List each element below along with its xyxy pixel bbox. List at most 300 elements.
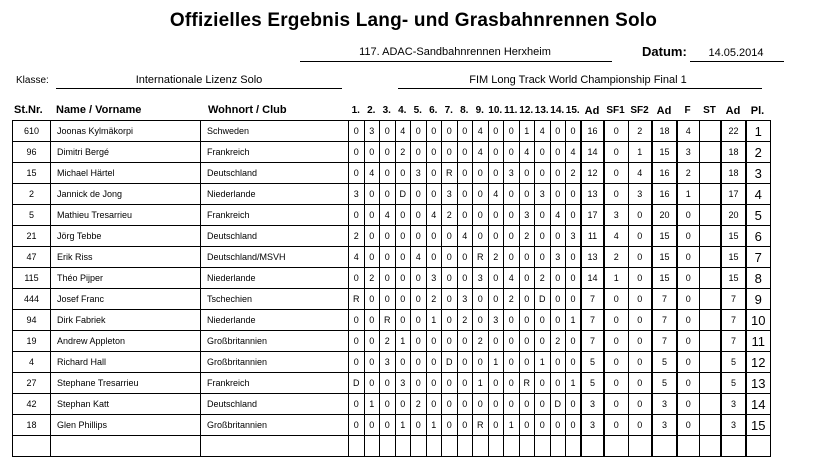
points-after-semis-cell: 3	[652, 415, 677, 436]
points-final-cell: 18	[721, 163, 746, 184]
heat-result-cell: 0	[395, 226, 411, 247]
semifinal1-cell: 2	[604, 247, 628, 268]
points-total-cell: 7	[581, 289, 604, 310]
header-heat: 2.	[367, 105, 376, 116]
semifinal1-cell: 0	[604, 142, 628, 163]
placement-cell: 15	[746, 415, 770, 436]
header-heat: 3.	[382, 105, 391, 116]
heat-result-cell: 3	[395, 373, 411, 394]
placement-cell: 10	[746, 310, 770, 331]
rider-name-cell: Richard Hall	[51, 352, 201, 373]
heat-result-cell: 0	[519, 352, 535, 373]
rider-name-cell: Stephan Katt	[51, 394, 201, 415]
heat-result-cell: 0	[349, 205, 365, 226]
heat-result-cell: 0	[566, 331, 582, 352]
heat-result-cell: 0	[566, 268, 582, 289]
points-total-cell: 3	[581, 394, 604, 415]
heat-result-cell: 0	[364, 226, 380, 247]
start-number-cell: 47	[13, 247, 51, 268]
points-final-cell: 5	[721, 352, 746, 373]
table-row	[13, 415, 771, 436]
heat-result-cell: 0	[566, 415, 582, 436]
start-number-cell: 2	[13, 184, 51, 205]
semifinal1-cell: 4	[604, 226, 628, 247]
heat-result-cell: 0	[380, 373, 396, 394]
semifinal2-cell: 0	[628, 205, 652, 226]
heat-result-cell: 0	[395, 289, 411, 310]
heat-result-cell: 0	[566, 205, 582, 226]
heat-result-cell: 4	[504, 268, 520, 289]
heat-result-cell: 0	[535, 247, 551, 268]
heat-result-cell: 0	[519, 394, 535, 415]
heat-result-cell	[349, 436, 365, 457]
page-title: Offizielles Ergebnis Lang- und Grasbahnrennen Solo	[169, 10, 658, 31]
heat-result-cell: 3	[457, 289, 473, 310]
points-after-semis-cell: 15	[652, 226, 677, 247]
points-total-cell: 17	[581, 205, 604, 226]
heat-result-cell: 2	[349, 226, 365, 247]
heat-result-cell: 4	[426, 205, 442, 226]
heat-result-cell: 0	[535, 415, 551, 436]
semifinal2-cell: 0	[628, 226, 652, 247]
heat-result-cell: 3	[535, 184, 551, 205]
heat-result-cell: R	[473, 247, 489, 268]
semifinal2-cell: 0	[628, 415, 652, 436]
event-underline	[300, 61, 612, 62]
table-row	[13, 268, 771, 289]
heat-result-cell: 0	[535, 163, 551, 184]
heat-result-cell: 4	[488, 184, 504, 205]
heat-result-cell: 0	[550, 415, 566, 436]
header-heat: 4.	[398, 105, 407, 116]
heat-result-cell: 2	[442, 205, 458, 226]
heat-result-cell: R	[380, 310, 396, 331]
heat-result-cell: 1	[364, 394, 380, 415]
heat-result-cell: 0	[426, 373, 442, 394]
heat-result-cell: 0	[380, 121, 396, 142]
semifinal2-cell: 0	[628, 352, 652, 373]
placement-cell: 4	[746, 184, 770, 205]
heat-result-cell: 0	[364, 205, 380, 226]
stechen-cell	[699, 310, 721, 331]
semifinal1-cell: 0	[604, 121, 628, 142]
rider-name-cell: Joonas Kylmäkorpi	[51, 121, 201, 142]
rider-name-cell: Michael Härtel	[51, 163, 201, 184]
final-cell: 0	[677, 352, 699, 373]
points-final-cell: 3	[721, 394, 746, 415]
heat-result-cell: 0	[504, 310, 520, 331]
final-cell: 0	[677, 226, 699, 247]
club-cell: Großbritannien	[201, 352, 349, 373]
header-heat: 6.	[429, 105, 438, 116]
start-number-cell: 444	[13, 289, 51, 310]
start-number-cell: 42	[13, 394, 51, 415]
final-cell: 0	[677, 205, 699, 226]
table-row	[13, 247, 771, 268]
championship-underline	[398, 88, 762, 89]
semifinal1-cell: 0	[604, 352, 628, 373]
heat-result-cell: 0	[519, 331, 535, 352]
heat-result-cell: 0	[364, 373, 380, 394]
championship-name: FIM Long Track World Championship Final 1	[469, 74, 687, 86]
start-number-cell: 4	[13, 352, 51, 373]
heat-result-cell: 0	[426, 394, 442, 415]
heat-result-cell: 0	[364, 247, 380, 268]
table-row	[13, 373, 771, 394]
heat-result-cell: 0	[473, 394, 489, 415]
heat-result-cell: 0	[550, 142, 566, 163]
table-row	[13, 121, 771, 142]
placement-cell: 5	[746, 205, 770, 226]
heat-result-cell: 0	[395, 268, 411, 289]
heat-result-cell: 0	[364, 310, 380, 331]
heat-result-cell: 1	[566, 310, 582, 331]
semifinal1-cell: 0	[604, 373, 628, 394]
heat-result-cell: 4	[519, 142, 535, 163]
start-number-cell: 19	[13, 331, 51, 352]
heat-result-cell: 0	[411, 310, 427, 331]
heat-result-cell: 0	[566, 184, 582, 205]
semifinal1-cell: 0	[604, 184, 628, 205]
table-row	[13, 289, 771, 310]
heat-result-cell: 0	[426, 184, 442, 205]
results-table	[12, 120, 771, 457]
heat-result-cell: 0	[504, 373, 520, 394]
heat-result-cell: 4	[550, 205, 566, 226]
heat-result-cell: 0	[504, 121, 520, 142]
heat-result-cell: 0	[457, 247, 473, 268]
heat-result-cell: 0	[488, 394, 504, 415]
start-number-cell: 94	[13, 310, 51, 331]
heat-result-cell: 0	[349, 352, 365, 373]
semifinal1-cell: 0	[604, 163, 628, 184]
heat-result-cell: 1	[426, 310, 442, 331]
heat-result-cell: 0	[395, 352, 411, 373]
placement-cell	[746, 436, 770, 457]
placement-cell: 7	[746, 247, 770, 268]
stechen-cell	[699, 247, 721, 268]
start-number-cell: 18	[13, 415, 51, 436]
semifinal1-cell: 0	[604, 331, 628, 352]
klasse-value: Internationale Lizenz Solo	[135, 74, 263, 86]
points-total-cell: 11	[581, 226, 604, 247]
points-total-cell: 5	[581, 373, 604, 394]
placement-cell: 11	[746, 331, 770, 352]
points-final-cell: 20	[721, 205, 746, 226]
table-row	[13, 163, 771, 184]
heat-result-cell: 0	[364, 331, 380, 352]
heat-result-cell: 0	[364, 352, 380, 373]
semifinal2-cell: 4	[628, 163, 652, 184]
heat-result-cell	[535, 436, 551, 457]
heat-result-cell	[504, 436, 520, 457]
heat-result-cell: 0	[380, 163, 396, 184]
header-heat: 12.	[519, 105, 534, 116]
points-final-cell: 17	[721, 184, 746, 205]
heat-result-cell	[519, 436, 535, 457]
club-cell: Tschechien	[201, 289, 349, 310]
datum-value: 14.05.2014	[708, 47, 764, 59]
heat-result-cell: 0	[519, 163, 535, 184]
points-after-semis-cell: 18	[652, 121, 677, 142]
final-cell: 0	[677, 310, 699, 331]
heat-result-cell: 3	[473, 268, 489, 289]
heat-result-cell	[566, 436, 582, 457]
heat-result-cell: 0	[426, 226, 442, 247]
heat-result-cell: 2	[519, 226, 535, 247]
semifinal2-cell: 1	[628, 142, 652, 163]
heat-result-cell: 0	[349, 394, 365, 415]
rider-name-cell: Dimitri Bergé	[51, 142, 201, 163]
table-row	[13, 184, 771, 205]
heat-result-cell: 2	[473, 331, 489, 352]
heat-result-cell: 2	[426, 289, 442, 310]
club-cell: Frankreich	[201, 205, 349, 226]
points-total-cell: 12	[581, 163, 604, 184]
heat-result-cell: 0	[442, 268, 458, 289]
heat-result-cell: 0	[411, 142, 427, 163]
stechen-cell	[699, 394, 721, 415]
heat-result-cell: 0	[519, 310, 535, 331]
points-total-cell: 16	[581, 121, 604, 142]
heat-result-cell	[550, 436, 566, 457]
header-sf1: SF1	[606, 105, 625, 116]
semifinal2-cell: 0	[628, 331, 652, 352]
header-heat: 13.	[534, 105, 549, 116]
table-row	[13, 436, 771, 457]
points-after-semis-cell: 20	[652, 205, 677, 226]
placement-cell: 2	[746, 142, 770, 163]
club-cell: Großbritannien	[201, 415, 349, 436]
heat-result-cell: 0	[488, 373, 504, 394]
heat-result-cell: 3	[411, 163, 427, 184]
heat-result-cell	[488, 436, 504, 457]
heat-result-cell: 0	[442, 373, 458, 394]
heat-result-cell: 0	[442, 226, 458, 247]
table-row	[13, 331, 771, 352]
heat-result-cell: 0	[504, 394, 520, 415]
heat-result-cell: 2	[535, 268, 551, 289]
header-club: Wohnort / Club	[208, 104, 287, 116]
points-final-cell: 15	[721, 226, 746, 247]
heat-result-cell: 0	[426, 331, 442, 352]
heat-result-cell: 0	[566, 394, 582, 415]
heat-result-cell: 0	[566, 289, 582, 310]
points-after-semis-cell: 7	[652, 289, 677, 310]
stechen-cell	[699, 415, 721, 436]
heat-result-cell: 0	[411, 205, 427, 226]
heat-result-cell: 0	[535, 331, 551, 352]
points-final-cell: 15	[721, 247, 746, 268]
points-total-cell: 13	[581, 184, 604, 205]
stechen-cell	[699, 352, 721, 373]
stechen-cell	[699, 205, 721, 226]
points-total-cell: 14	[581, 268, 604, 289]
final-cell: 3	[677, 142, 699, 163]
heat-result-cell: 0	[504, 352, 520, 373]
table-row	[13, 394, 771, 415]
heat-result-cell: 2	[380, 331, 396, 352]
placement-cell: 6	[746, 226, 770, 247]
points-after-semis-cell: 5	[652, 352, 677, 373]
heat-result-cell: 4	[411, 247, 427, 268]
points-after-semis-cell	[652, 436, 677, 457]
heat-result-cell: 0	[519, 247, 535, 268]
semifinal1-cell: 0	[604, 289, 628, 310]
heat-result-cell: 3	[519, 205, 535, 226]
final-cell: 0	[677, 394, 699, 415]
heat-result-cell: 0	[535, 226, 551, 247]
stechen-cell	[699, 289, 721, 310]
points-final-cell: 7	[721, 310, 746, 331]
points-total-cell: 14	[581, 142, 604, 163]
header-heat: 14.	[550, 105, 565, 116]
start-number-cell: 115	[13, 268, 51, 289]
heat-result-cell: 0	[519, 289, 535, 310]
heat-result-cell: 0	[349, 331, 365, 352]
heat-result-cell: 0	[426, 352, 442, 373]
heat-result-cell	[411, 436, 427, 457]
heat-result-cell: 3	[380, 352, 396, 373]
heat-result-cell: 0	[364, 142, 380, 163]
heat-result-cell: 0	[473, 289, 489, 310]
heat-result-cell: 0	[457, 268, 473, 289]
semifinal2-cell: 2	[628, 121, 652, 142]
heat-result-cell: 0	[364, 415, 380, 436]
points-final-cell: 18	[721, 142, 746, 163]
heat-result-cell: 0	[488, 205, 504, 226]
heat-result-cell: 0	[488, 268, 504, 289]
heat-result-cell: 2	[566, 163, 582, 184]
heat-result-cell: 1	[426, 415, 442, 436]
heat-result-cell: 0	[380, 289, 396, 310]
heat-result-cell: 0	[473, 205, 489, 226]
start-number-cell: 15	[13, 163, 51, 184]
heat-result-cell: 0	[488, 142, 504, 163]
heat-result-cell: 0	[349, 415, 365, 436]
placement-cell: 3	[746, 163, 770, 184]
heat-result-cell: 0	[504, 226, 520, 247]
points-after-semis-cell: 7	[652, 331, 677, 352]
header-heat: 7.	[444, 105, 453, 116]
heat-result-cell: D	[395, 184, 411, 205]
rider-name-cell: Erik Riss	[51, 247, 201, 268]
club-cell: Schweden	[201, 121, 349, 142]
heat-result-cell: 0	[504, 184, 520, 205]
heat-result-cell: 0	[519, 268, 535, 289]
start-number-cell: 96	[13, 142, 51, 163]
heat-result-cell: 0	[411, 268, 427, 289]
heat-result-cell: R	[349, 289, 365, 310]
points-total-cell: 5	[581, 352, 604, 373]
heat-result-cell: 0	[488, 415, 504, 436]
header-st: ST	[703, 105, 716, 116]
heat-result-cell: 0	[426, 163, 442, 184]
points-after-semis-cell: 15	[652, 268, 677, 289]
semifinal2-cell: 0	[628, 289, 652, 310]
points-after-semis-cell: 16	[652, 184, 677, 205]
heat-result-cell: D	[535, 289, 551, 310]
heat-result-cell: 0	[535, 205, 551, 226]
heat-result-cell: 4	[395, 121, 411, 142]
heat-result-cell: 0	[504, 142, 520, 163]
points-total-cell: 13	[581, 247, 604, 268]
heat-result-cell: 0	[395, 247, 411, 268]
semifinal1-cell: 0	[604, 394, 628, 415]
klasse-underline	[56, 88, 342, 89]
rider-name-cell	[51, 436, 201, 457]
header-heat: 8.	[460, 105, 469, 116]
heat-result-cell: 0	[535, 310, 551, 331]
heat-result-cell: 1	[504, 415, 520, 436]
rider-name-cell: Glen Phillips	[51, 415, 201, 436]
heat-result-cell: 2	[395, 142, 411, 163]
heat-result-cell	[364, 436, 380, 457]
points-after-semis-cell: 7	[652, 310, 677, 331]
stechen-cell	[699, 268, 721, 289]
heat-result-cell: 0	[550, 373, 566, 394]
heat-result-cell: 0	[411, 415, 427, 436]
heat-result-cell: 0	[411, 226, 427, 247]
rider-name-cell: Andrew Appleton	[51, 331, 201, 352]
start-number-cell: 610	[13, 121, 51, 142]
heat-result-cell: 0	[457, 415, 473, 436]
club-cell: Frankreich	[201, 373, 349, 394]
heat-result-cell: 0	[395, 394, 411, 415]
heat-result-cell: 0	[349, 310, 365, 331]
semifinal2-cell	[628, 436, 652, 457]
heat-result-cell: 0	[426, 247, 442, 268]
heat-result-cell: 3	[426, 268, 442, 289]
header-stnr: St.Nr.	[14, 104, 43, 116]
points-final-cell: 5	[721, 373, 746, 394]
club-cell: Frankreich	[201, 142, 349, 163]
stechen-cell	[699, 331, 721, 352]
points-final-cell: 7	[721, 331, 746, 352]
heat-result-cell: 0	[488, 289, 504, 310]
heat-result-cell: 0	[395, 163, 411, 184]
heat-result-cell: 0	[566, 121, 582, 142]
final-cell: 1	[677, 184, 699, 205]
heat-result-cell: 0	[442, 394, 458, 415]
heat-result-cell: 0	[457, 331, 473, 352]
heat-result-cell: 2	[411, 394, 427, 415]
heat-result-cell: 0	[411, 373, 427, 394]
heat-result-cell: 0	[426, 121, 442, 142]
stechen-cell	[699, 226, 721, 247]
rider-name-cell: Dirk Fabriek	[51, 310, 201, 331]
points-after-semis-cell: 16	[652, 163, 677, 184]
heat-result-cell: 0	[519, 415, 535, 436]
heat-result-cell: D	[442, 352, 458, 373]
final-cell: 0	[677, 373, 699, 394]
heat-result-cell: 0	[457, 163, 473, 184]
stechen-cell	[699, 121, 721, 142]
final-cell: 0	[677, 415, 699, 436]
heat-result-cell: 0	[550, 184, 566, 205]
heat-result-cell: 0	[364, 184, 380, 205]
club-cell: Großbritannien	[201, 331, 349, 352]
heat-result-cell: 4	[457, 226, 473, 247]
datum-underline	[690, 61, 784, 62]
heat-result-cell: 0	[349, 121, 365, 142]
heat-result-cell	[380, 436, 396, 457]
final-cell: 0	[677, 289, 699, 310]
placement-cell: 14	[746, 394, 770, 415]
heat-result-cell	[457, 436, 473, 457]
stechen-cell	[699, 163, 721, 184]
table-row	[13, 205, 771, 226]
